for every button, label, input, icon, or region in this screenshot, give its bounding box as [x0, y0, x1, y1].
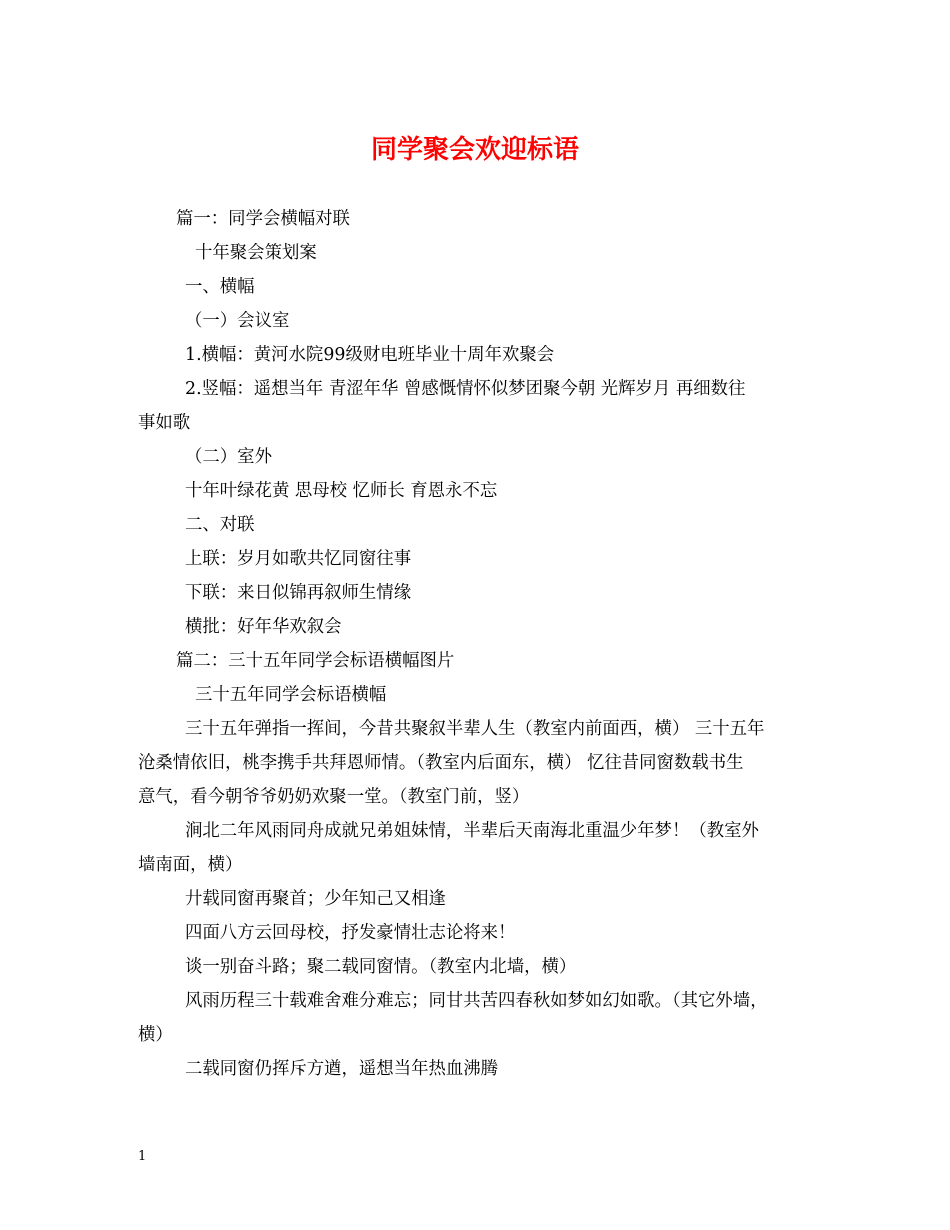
body-line: 廾载同窗再聚首；少年知己又相逢: [185, 889, 446, 909]
body-line: 一、横幅: [185, 277, 255, 297]
body-line: 三十五年弹指一挥间，今昔共聚叙半辈人生（教室内前面西，横） 三十五年: [185, 719, 765, 739]
body-line: 二载同窗仍挥斥方遒，遥想当年热血沸腾: [185, 1059, 499, 1079]
body-line: 四面八方云回母校，抒发豪情壮志论将来！: [185, 923, 516, 943]
body-line: 意气，看今朝爷爷奶奶欢聚一堂。（教室门前，竖）: [138, 787, 530, 807]
body-line: 谈一别奋斗路；聚二载同窗情。（教室内北墙，横）: [185, 957, 577, 977]
body-line: 横批：好年华欢叙会: [185, 617, 342, 637]
body-line: 二、对联: [185, 515, 255, 535]
body-line: （一）会议室: [185, 311, 290, 331]
body-line: 十年聚会策划案: [195, 243, 317, 263]
body-line: 横）: [138, 1025, 173, 1045]
body-line: 涧北二年风雨同舟成就兄弟姐妹情，半辈后天南海北重温少年梦！（教室外: [185, 821, 759, 841]
body-line: 沧桑情依旧，桃李携手共拜恩师情。（教室内后面东，横） 忆往昔同窗数载书生: [138, 753, 744, 773]
body-line: 上联：岁月如歌共忆同窗往事: [185, 549, 412, 569]
body-line: 事如歌: [138, 413, 191, 433]
body-line: 三十五年同学会标语横幅: [195, 685, 387, 705]
body-line: 2.竖幅：遥想当年 青涩年华 曾感慨情怀似梦团聚今朝 光辉岁月 再细数往: [185, 379, 746, 399]
body-line: 篇二：三十五年同学会标语横幅图片: [176, 651, 455, 671]
body-line: 风雨历程三十载难舍难分难忘；同甘共苦四春秋如梦如幻如歌。（其它外墙，: [185, 991, 768, 1011]
body-line: 1.横幅：黄河水院99级财电班毕业十周年欢聚会: [185, 345, 555, 365]
page-number: 1: [138, 1149, 147, 1164]
body-line: 下联：来日似锦再叙师生情缘: [185, 583, 412, 603]
document-title: 同学聚会欢迎标语: [370, 135, 579, 165]
body-line: 十年叶绿花黄 思母校 忆师长 育恩永不忘: [185, 481, 498, 501]
body-line: 墙南面，横）: [138, 855, 243, 875]
body-line: （二）室外: [185, 447, 272, 467]
body-line: 篇一：同学会横幅对联: [176, 209, 350, 229]
